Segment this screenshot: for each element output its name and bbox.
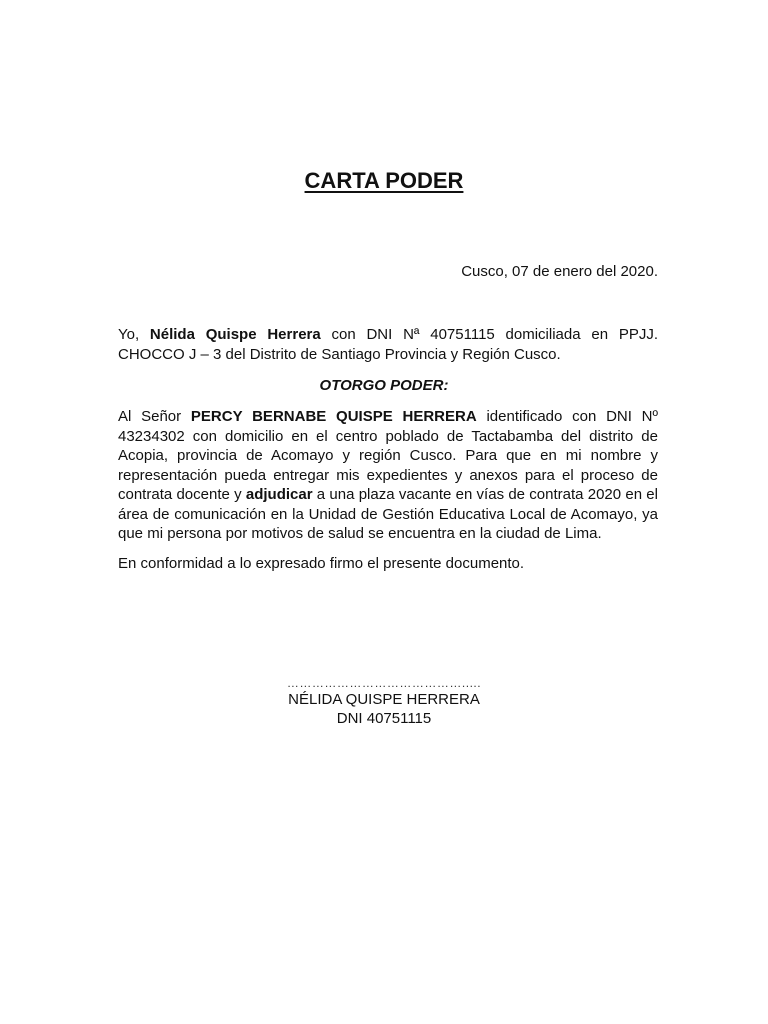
- paragraph-grantee-mid: identificado con DNI Nº 43234302 con domicilio en el centro poblado de Tactabamba del distrito de Acopia, provincia de Acomayo y región Cusco. Para que en mi nombre y representación pueda entregar mis expedientes y anexos para el proceso de contrata docente y: [118, 408, 658, 503]
- signature-line: …………………………………….....: [286, 676, 482, 690]
- paragraph-grantee-rest: a una plaza vacante en vías de contrata 2020 en el área de comunicación en la Unidad de Gestión Educativa Local de Acomayo, ya que mi persona por motivos de salud se encuentra en la ciudad de Lima.: [118, 486, 658, 542]
- date-line: Cusco, 07 de enero del 2020.: [461, 263, 658, 280]
- otorgo-poder-heading: OTORGO PODER:: [319, 377, 449, 394]
- signature-dni: DNI 40751115: [336, 710, 432, 727]
- paragraph-grantee-pre: Al Señor: [118, 408, 191, 425]
- document-title: CARTA PODER: [304, 168, 464, 193]
- paragraph-declarant-pre: Yo,: [118, 326, 150, 343]
- paragraph-grantee: [118, 407, 658, 544]
- paragraph-declarant: [118, 325, 658, 364]
- signature-name: NÉLIDA QUISPE HERRERA: [288, 691, 480, 708]
- signature-block: [0, 676, 768, 728]
- declarant-name: Nélida Quispe Herrera: [149, 326, 321, 343]
- paragraph-declarant-rest: con DNI Nª 40751115 domiciliada en PPJJ. CHOCCO J – 3 del Distrito de Santiago Provincia y Región Cusco.: [118, 326, 658, 363]
- adjudicar-word: adjudicar: [245, 486, 313, 503]
- grantee-name: PERCY BERNABE QUISPE HERRERA: [190, 408, 477, 425]
- paragraph-conformity: En conformidad a lo expresado firmo el presente documento.: [118, 555, 525, 572]
